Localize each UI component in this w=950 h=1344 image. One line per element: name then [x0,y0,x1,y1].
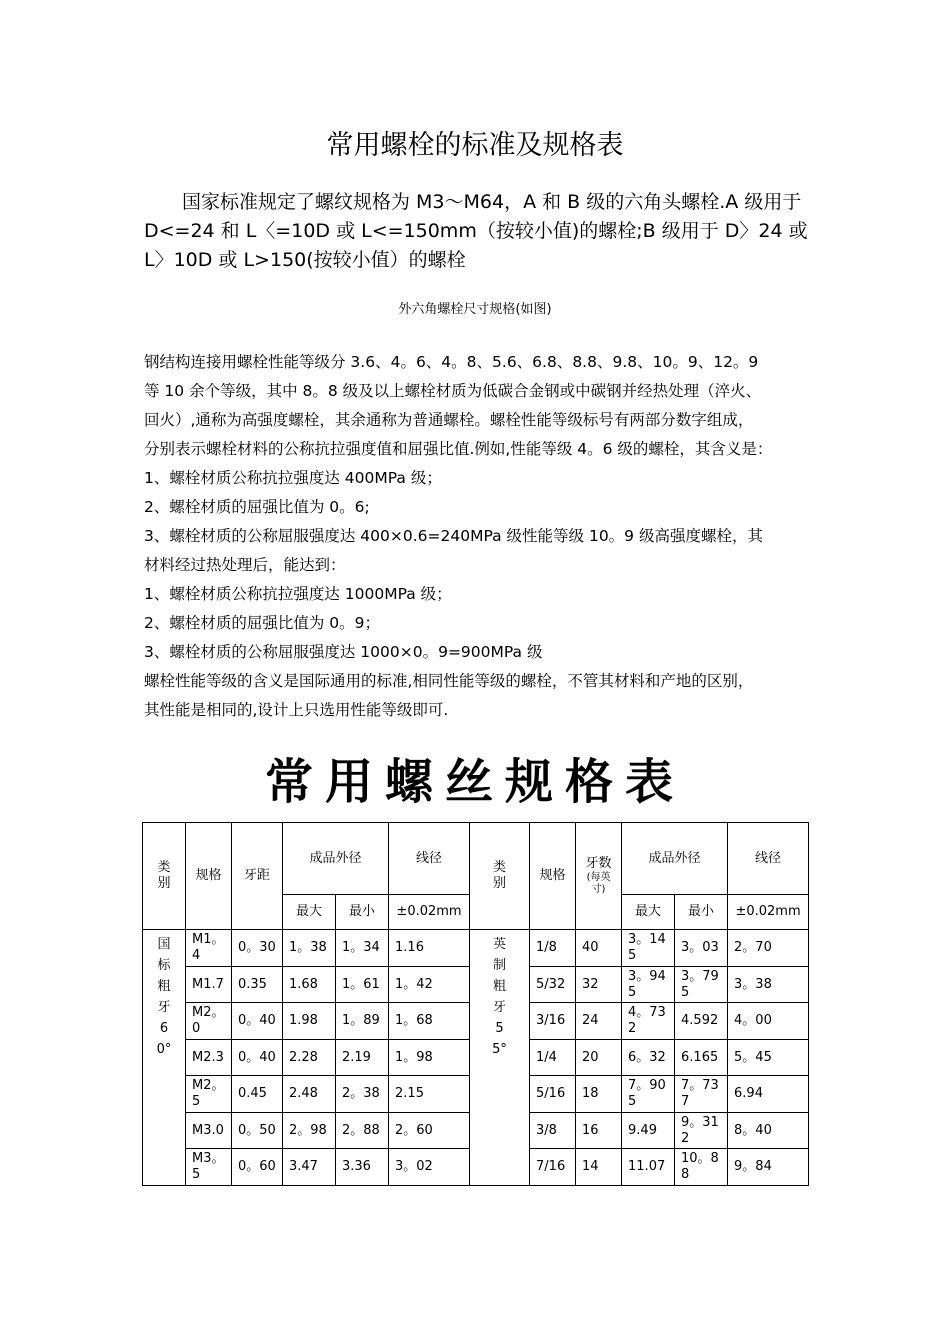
header-category: 类别 [470,823,530,930]
body-line: 3、螺栓材质的公称屈服强度达 400×0.6=240MPa 级性能等级 10。9 级高强度螺栓，其 [144,527,763,545]
cell-spec: 5/16 [530,1076,576,1113]
header-pitch: 牙距 [232,823,283,930]
cell-min: 4.592 [675,1003,728,1040]
cell-min: 1。34 [336,930,389,967]
cell-wire-diameter: 2.15 [389,1076,470,1113]
cell-min: 10。88 [675,1149,728,1186]
cell-tpi: 24 [576,1003,622,1040]
header-spec: 规格 [186,823,232,930]
cell-max: 3。945 [622,967,675,1003]
header-min: 最小 [336,895,389,930]
cell-max: 11.07 [622,1149,675,1186]
cell-spec: 1/8 [530,930,576,967]
intro-paragraph: 国家标准规定了螺纹规格为 M3～M64，A 和 B 级的六角头螺栓.A 级用于 D<=24 和 L〈=10D 或 L<=150mm（按较小值)的螺栓;B 级用于 D〉24 或 L〉10D 或 L>150(按较小值）的螺栓 [144,191,808,271]
cell-min: 1。61 [336,967,389,1003]
cell-max: 3.47 [283,1149,336,1186]
header-tpi [576,823,622,930]
body-line: 1、螺栓材质公称抗拉强度达 400MPa 级； [144,469,442,487]
cell-min: 7。737 [675,1076,728,1113]
cell-pitch: 0.35 [232,967,283,1003]
cell-spec: 3/8 [530,1113,576,1149]
cell-wire-diameter: 5。45 [728,1040,809,1076]
cell-tpi: 18 [576,1076,622,1113]
header-spec: 规格 [530,823,576,930]
cell-spec: 7/16 [530,1149,576,1186]
table-row [143,930,809,967]
cell-min: 2。38 [336,1076,389,1113]
header-category: 类别 [143,823,186,930]
cell-wire-diameter: 2。60 [389,1113,470,1149]
body-line: 1、螺栓材质公称抗拉强度达 1000MPa 级； [144,585,452,603]
cell-wire-diameter: 2。70 [728,930,809,967]
cell-spec: M2。5 [186,1076,232,1113]
cell-tpi: 32 [576,967,622,1003]
cell-min: 2。88 [336,1113,389,1149]
header-tolerance: ±0.02mm [389,895,470,930]
category-label: 国标粗牙60° [156,937,172,1057]
header-tolerance: ±0.02mm [728,895,809,930]
body-line: 分别表示螺栓材料的公称抗拉强度值和屈强比值.例如,性能等级 4。6 级的螺栓，其含义是： [144,440,773,458]
cell-pitch: 0。40 [232,1040,283,1076]
cell-spec: 3/16 [530,1003,576,1040]
header-min: 最小 [675,895,728,930]
cell-min: 3。795 [675,967,728,1003]
body-text [144,348,814,725]
body-line: 3、螺栓材质的公称屈服强度达 1000×0。9=900MPa 级 [144,643,543,661]
cell-spec: M3.0 [186,1113,232,1149]
figure-caption: 外六角螺栓尺寸规格(如图) [398,302,552,317]
cell-wire-diameter: 1。68 [389,1003,470,1040]
header-tpi-note: (每英寸) [586,872,611,895]
cell-pitch: 0。50 [232,1113,283,1149]
body-line: 材料经过热处理后，能达到： [144,556,346,574]
header-wire-diameter: 线径 [728,823,809,895]
cell-wire-diameter: 6.94 [728,1076,809,1113]
cell-wire-diameter: 1。42 [389,967,470,1003]
cell-max: 2。98 [283,1113,336,1149]
cell-max: 7。905 [622,1076,675,1113]
cell-min: 3.36 [336,1149,389,1186]
cell-wire-diameter: 3。38 [728,967,809,1003]
header-outer-diameter: 成品外径 [283,823,389,895]
table-title: 常用螺丝规格表 [264,754,685,810]
cell-category [143,930,186,1186]
cell-min: 2.19 [336,1040,389,1076]
cell-max: 6。32 [622,1040,675,1076]
cell-min: 6.165 [675,1040,728,1076]
cell-tpi: 20 [576,1040,622,1076]
cell-wire-diameter: 1.16 [389,930,470,967]
cell-max: 1.98 [283,1003,336,1040]
cell-wire-diameter: 8。40 [728,1113,809,1149]
cell-wire-diameter: 3。02 [389,1149,470,1186]
cell-max: 2.28 [283,1040,336,1076]
cell-spec: 5/32 [530,967,576,1003]
body-line: 等 10 余个等级，其中 8。8 级及以上螺栓材质为低碳合金钢或中碳钢并经热处理（淬火、 [144,382,762,400]
cell-tpi: 14 [576,1149,622,1186]
cell-max: 1.68 [283,967,336,1003]
table-header-row [143,823,809,895]
body-line: 2、螺栓材质的屈强比值为 0。6; [144,498,370,516]
body-line: 回火）,通称为高强度螺栓，其余通称为普通螺栓。螺栓性能等级标号有两部分数字组成， [144,411,754,429]
screw-spec-table [142,822,809,1186]
cell-min: 1。89 [336,1003,389,1040]
cell-wire-diameter: 4。00 [728,1003,809,1040]
page-title: 常用螺栓的标准及规格表 [326,130,624,161]
cell-spec: M2.3 [186,1040,232,1076]
cell-pitch: 0。60 [232,1149,283,1186]
cell-spec: M1。4 [186,930,232,967]
header-max: 最大 [622,895,675,930]
header-tpi-label: 牙数 [585,856,612,871]
header-outer-diameter: 成品外径 [622,823,728,895]
cell-spec: M3。5 [186,1149,232,1186]
cell-max: 9.49 [622,1113,675,1149]
cell-max: 3。145 [622,930,675,967]
cell-spec: 1/4 [530,1040,576,1076]
cell-max: 2.48 [283,1076,336,1113]
body-line: 钢结构连接用螺栓性能等级分 3.6、4。6、4。8、5.6、6.8、8.8、9.8、10。9、12。9 [144,353,759,371]
cell-spec: M2。0 [186,1003,232,1040]
cell-pitch: 0。30 [232,930,283,967]
cell-category [470,930,530,1186]
cell-spec: M1.7 [186,967,232,1003]
cell-wire-diameter: 9。84 [728,1149,809,1186]
cell-pitch: 0.45 [232,1076,283,1113]
cell-pitch: 0。40 [232,1003,283,1040]
category-label: 英制粗牙55° [492,937,507,1057]
cell-tpi: 40 [576,930,622,967]
header-max: 最大 [283,895,336,930]
cell-min: 3。03 [675,930,728,967]
cell-tpi: 16 [576,1113,622,1149]
body-line: 螺栓性能等级的含义是国际通用的标准,相同性能等级的螺栓，不管其材料和产地的区别， [144,672,754,690]
body-line: 其性能是相同的,设计上只选用性能等级即可. [144,701,449,719]
cell-wire-diameter: 1。98 [389,1040,470,1076]
cell-min: 9。312 [675,1113,728,1149]
body-line: 2、螺栓材质的屈强比值为 0。9； [144,614,381,632]
header-wire-diameter: 线径 [389,823,470,895]
cell-max: 1。38 [283,930,336,967]
cell-max: 4。732 [622,1003,675,1040]
